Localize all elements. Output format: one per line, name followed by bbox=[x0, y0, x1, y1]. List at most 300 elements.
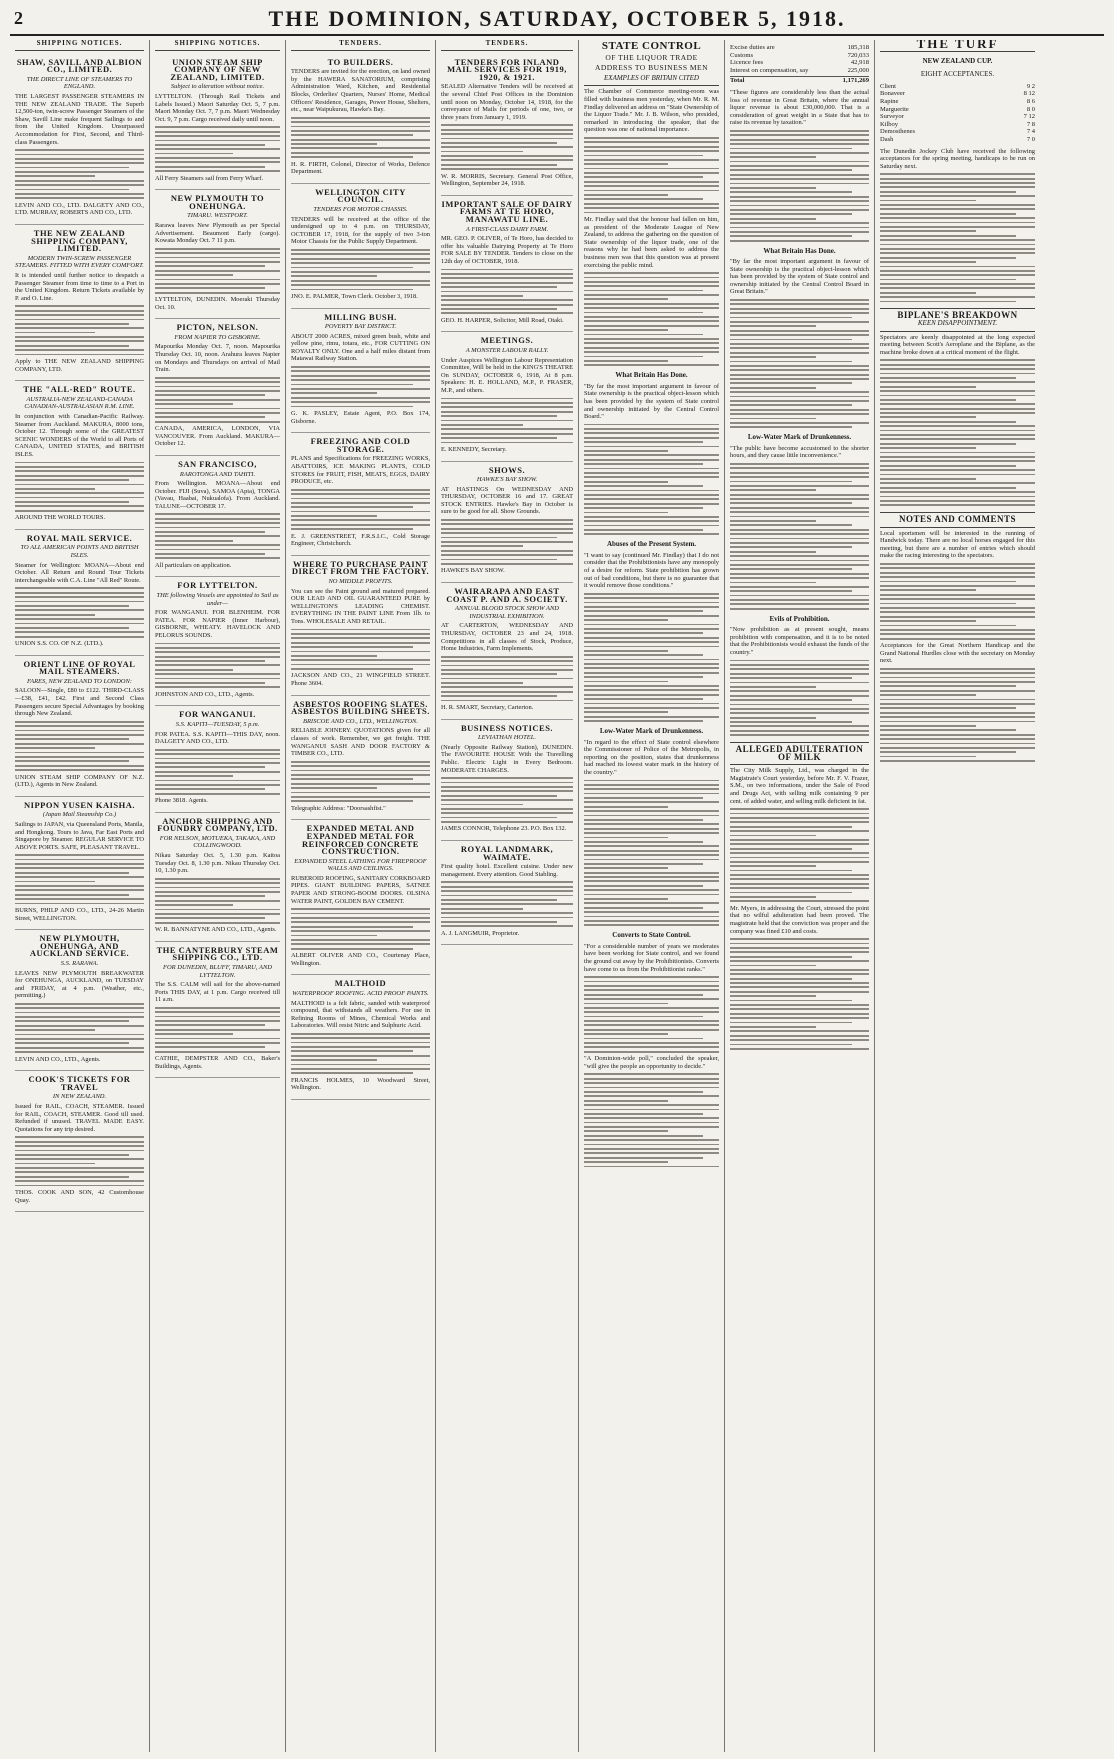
ad-agents: JAMES CONNOR, Telephone 23. P.O. Box 132. bbox=[441, 825, 567, 833]
text-line bbox=[291, 401, 430, 403]
text-line bbox=[291, 792, 430, 794]
text-line bbox=[291, 1064, 430, 1066]
text-line bbox=[584, 437, 719, 439]
text-line bbox=[730, 982, 869, 984]
text-line bbox=[584, 472, 719, 474]
text-line bbox=[584, 920, 719, 922]
text-line bbox=[15, 1158, 144, 1160]
text-line bbox=[291, 1068, 430, 1070]
ad-agents: Apply to THE NEW ZEALAND SHIPPING COMPANY, LTD. bbox=[15, 358, 144, 373]
article-paragraph: Spectators are keenly disappointed at the long expected meeting between Scott's Aeroplane and the Biplane, as the machine broke down at a critical moment of the flight. bbox=[880, 333, 1035, 356]
figure-value: 720,033 bbox=[847, 51, 869, 59]
ad-body: TENDERS are invited for the erection, on land owned by the HAWERA SANATORIUM, comprising Administration Ward, Kitchen, and Residential Blocks, Orderlies' Quarters, Nurses' Home, Medical Officers' Residence, Garages, Power House, Shelters, etc., near Waipukurau, Hawke's Bay. bbox=[291, 68, 430, 114]
text-line bbox=[291, 502, 430, 504]
article-paragraph: "A Dominion-wide poll," concluded the speaker, "will give the people an opportunity to decide." bbox=[584, 1055, 719, 1070]
text-line bbox=[155, 766, 265, 768]
text-line bbox=[15, 349, 144, 351]
ad-body: (Nearly Opposite Railway Station), DUNEDIN. The FAVOURITE HOUSE With the Travelling Public. Electric Light in Every Bedroom. MODERATE CHARGES. bbox=[441, 743, 573, 774]
text-line bbox=[291, 156, 413, 158]
text-line bbox=[730, 347, 869, 349]
ad-body: Mapourika Monday Oct. 7, noon. Mapourika Thursday Oct. 10, noon. Arahura leaves Napier on Mondays and Thursdays on arrival of Mail Train. bbox=[155, 343, 280, 374]
text-line bbox=[441, 691, 573, 693]
text-line bbox=[584, 606, 719, 608]
text-line bbox=[155, 412, 280, 414]
text-line bbox=[730, 686, 816, 688]
text-line bbox=[584, 1117, 719, 1119]
text-filler bbox=[15, 1136, 144, 1186]
text-line bbox=[291, 948, 413, 950]
text-line bbox=[15, 1154, 129, 1156]
ad-agents: CANADA, AMERICA, LONDON, VIA VANCOUVER. From Auckland. MAKURA—October 12. bbox=[155, 425, 280, 448]
advertisement bbox=[441, 462, 573, 583]
text-line bbox=[291, 253, 430, 255]
text-filler bbox=[880, 563, 1035, 639]
text-line bbox=[880, 694, 976, 696]
text-line bbox=[291, 800, 413, 802]
text-line bbox=[155, 377, 280, 379]
text-line bbox=[880, 373, 1035, 375]
text-line bbox=[584, 1046, 719, 1048]
text-line bbox=[15, 898, 144, 900]
acceptance-row bbox=[880, 121, 1035, 129]
text-line bbox=[584, 312, 703, 314]
text-filler bbox=[291, 629, 430, 670]
text-line bbox=[730, 374, 869, 376]
text-line bbox=[880, 500, 1035, 502]
ad-agents: All Ferry Steamers sail from Ferry Wharf. bbox=[155, 174, 263, 182]
text-line bbox=[880, 381, 1035, 383]
text-line bbox=[730, 721, 852, 723]
article-subtitle: KEEN DISAPPOINTMENT. bbox=[917, 319, 998, 328]
text-line bbox=[584, 1003, 668, 1005]
text-line bbox=[880, 456, 1035, 458]
ad-agents: W. R. MORRIS, Secretary. General Post Office, Wellington, September 24, 1918. bbox=[441, 172, 573, 188]
ad-body: TENDERS will be received at the office of the undersigned up to 4 p.m. on THURSDAY, OCTOBER 17, 1918, for the supply of two 3-ton Motor Chassis for the Public Supply Department. bbox=[291, 215, 430, 246]
text-line bbox=[15, 596, 144, 598]
text-line bbox=[291, 787, 377, 789]
text-line bbox=[155, 1016, 280, 1018]
text-line bbox=[880, 681, 1035, 683]
text-line bbox=[15, 1150, 144, 1152]
text-line bbox=[880, 460, 1035, 462]
text-line bbox=[291, 121, 430, 123]
text-line bbox=[584, 815, 719, 817]
text-line bbox=[880, 760, 1035, 762]
ad-body: Sailings to JAPAN, via Queensland Ports, Manila, and Hongkong. Tours to Java, Far East Ports and Singapore by Steamer. REGULAR SERVICE TO ABOVE PORTS. SAFE, PLEASANT TRAVEL. bbox=[15, 820, 144, 851]
text-line bbox=[880, 399, 1016, 401]
text-line bbox=[730, 560, 869, 562]
text-line bbox=[730, 361, 852, 363]
text-line bbox=[155, 131, 280, 133]
text-line bbox=[15, 479, 129, 481]
text-line bbox=[584, 1166, 719, 1168]
text-line bbox=[15, 492, 144, 494]
text-line bbox=[15, 872, 129, 874]
text-line bbox=[441, 795, 557, 797]
article-paragraph: Local sportsmen will be interested in the running of Handwick today. There are no local horses engaged for this meeting, but there are a number of entries which should make the racing interesting to the spectators. bbox=[880, 529, 1035, 560]
ad-subtitle: S.S. RARAWA. bbox=[60, 959, 99, 967]
text-line bbox=[155, 1051, 280, 1053]
ad-title: THE NEW ZEALAND SHIPPING COMPANY, LIMITED. bbox=[31, 228, 128, 254]
figure-label: Total bbox=[730, 77, 745, 85]
advertisement bbox=[291, 433, 430, 556]
text-line bbox=[155, 126, 280, 128]
text-line bbox=[730, 485, 869, 487]
text-line bbox=[155, 531, 265, 533]
text-line bbox=[584, 1051, 719, 1053]
ad-agents: W. R. BANNATYNE AND CO., LTD., Agents. bbox=[155, 926, 277, 934]
text-line bbox=[441, 398, 573, 400]
text-line bbox=[584, 285, 719, 287]
text-line bbox=[441, 168, 573, 170]
text-line bbox=[291, 134, 413, 136]
advertisement bbox=[441, 720, 573, 841]
text-line bbox=[880, 712, 1035, 714]
text-line bbox=[15, 154, 144, 156]
article-subheading: Low-Water Mark of Drunkenness. bbox=[747, 433, 852, 442]
text-line bbox=[730, 391, 869, 393]
horse-weight: 9 2 bbox=[1026, 82, 1035, 90]
text-line bbox=[880, 186, 1035, 188]
text-line bbox=[584, 654, 703, 656]
text-line bbox=[730, 664, 869, 666]
text-line bbox=[730, 352, 869, 354]
text-line bbox=[730, 235, 852, 237]
text-line bbox=[584, 1126, 719, 1128]
text-line bbox=[584, 1020, 719, 1022]
text-line bbox=[155, 1038, 280, 1040]
text-filler bbox=[15, 1003, 144, 1053]
text-line bbox=[441, 682, 523, 684]
text-line bbox=[15, 162, 144, 164]
text-line bbox=[291, 642, 430, 644]
text-line bbox=[880, 616, 1035, 618]
text-line bbox=[15, 1042, 129, 1044]
ad-body: It is intended until further notice to despatch a Passenger Steamer from time to time to a Port in the United Kingdom. Return Tickets available by P. and O. Line. bbox=[15, 271, 144, 302]
text-line bbox=[730, 542, 869, 544]
horse-weight: 8 0 bbox=[1026, 105, 1035, 113]
text-line bbox=[730, 590, 852, 592]
text-line bbox=[730, 1044, 852, 1046]
ad-agents: All particulars on application. bbox=[155, 561, 232, 569]
text-line bbox=[584, 672, 719, 674]
text-line bbox=[584, 1033, 668, 1035]
text-line bbox=[730, 546, 852, 548]
ad-body: THE LARGEST PASSENGER STEAMERS IN THE NEW ZEALAND TRADE. The Superb 12,500-ton, twin-screw Passenger Steamers of the Shaw, Savill Line make frequent Sailings to and from the United Kingdom. Unsurpassed Accommodation for First, Second, and Third-class Passengers. bbox=[15, 92, 144, 146]
text-line bbox=[584, 137, 719, 139]
text-line bbox=[584, 1104, 719, 1106]
text-line bbox=[441, 550, 573, 552]
text-filler bbox=[584, 137, 719, 213]
ad-agents: JACKSON AND CO., 21 WINGFIELD STREET. Phone 3604. bbox=[291, 672, 430, 688]
text-line bbox=[155, 135, 280, 137]
text-line bbox=[584, 880, 719, 882]
horse-name: Bonaveer bbox=[880, 90, 905, 98]
text-line bbox=[291, 126, 430, 128]
text-line bbox=[730, 227, 869, 229]
ad-subtitle: HAWKE'S BAY SHOW. bbox=[476, 476, 538, 484]
text-line bbox=[15, 462, 144, 464]
text-filler bbox=[584, 1073, 719, 1167]
text-line bbox=[880, 438, 1035, 440]
text-line bbox=[155, 891, 280, 893]
text-line bbox=[880, 283, 1035, 285]
text-line bbox=[880, 222, 1035, 224]
text-line bbox=[584, 681, 668, 683]
text-line bbox=[155, 1042, 280, 1044]
text-line bbox=[15, 488, 95, 490]
text-line bbox=[730, 730, 869, 732]
text-line bbox=[155, 408, 280, 410]
article-heading bbox=[880, 308, 1035, 331]
text-line bbox=[730, 725, 869, 727]
text-line bbox=[15, 484, 144, 486]
text-line bbox=[15, 1025, 144, 1027]
text-filler bbox=[15, 587, 144, 637]
article-title: ALLEGED ADULTERATION OF MILK bbox=[735, 744, 864, 762]
ad-agents: HAWKE'S BAY SHOW. bbox=[441, 567, 505, 575]
text-line bbox=[291, 375, 430, 377]
text-line bbox=[730, 520, 816, 522]
text-line bbox=[155, 1020, 280, 1022]
advertisement bbox=[291, 820, 430, 975]
text-line bbox=[730, 365, 869, 367]
figure-row bbox=[730, 52, 869, 60]
text-line bbox=[880, 607, 1035, 609]
text-line bbox=[730, 334, 869, 336]
text-line bbox=[155, 144, 265, 146]
text-line bbox=[15, 721, 144, 723]
text-line bbox=[15, 1038, 144, 1040]
article-paragraph: The City Milk Supply, Ltd., was charged in the Magistrate's Court yesterday, before Mr. F. V. Frazer, S.M., on two informations, under the Sale of Food and Drugs Act, with selling milk containing 9 per cent. of added water, and selling milk deficient in fat. bbox=[730, 767, 869, 805]
ad-subtitle: NO MIDDLE PROFITS. bbox=[328, 578, 393, 585]
text-line bbox=[291, 646, 413, 648]
text-line bbox=[155, 390, 280, 392]
text-line bbox=[15, 1051, 144, 1053]
text-line bbox=[15, 627, 129, 629]
text-line bbox=[880, 395, 1035, 397]
text-line bbox=[291, 366, 430, 368]
text-line bbox=[155, 1007, 280, 1009]
text-line bbox=[584, 823, 719, 825]
article-subheading: Abuses of the Present System. bbox=[606, 540, 697, 549]
text-line bbox=[291, 493, 430, 495]
text-filler bbox=[155, 878, 280, 924]
article-paragraph: "Now prohibition as at present sought, means prohibition with compensation, and it is to be noted that the Prohibitionists would exhaust the funds of the country." bbox=[730, 626, 869, 657]
text-line bbox=[155, 758, 280, 760]
text-line bbox=[880, 434, 1035, 436]
text-line bbox=[730, 1017, 869, 1019]
ad-subtitle: RAROTONGA AND TAHITI. bbox=[179, 470, 256, 478]
text-line bbox=[155, 686, 280, 688]
column-turf bbox=[875, 40, 1040, 1752]
text-line bbox=[584, 1139, 719, 1141]
text-line bbox=[880, 603, 1016, 605]
text-filler bbox=[291, 249, 430, 290]
text-line bbox=[441, 895, 573, 897]
ad-subtitle: POVERTY BAY DISTRICT. bbox=[324, 323, 397, 331]
text-line bbox=[155, 557, 280, 559]
advertisement bbox=[291, 696, 430, 821]
text-line bbox=[880, 416, 976, 418]
text-line bbox=[441, 886, 573, 888]
text-line bbox=[584, 832, 719, 834]
text-line bbox=[730, 481, 852, 483]
text-line bbox=[15, 475, 144, 477]
text-line bbox=[15, 1029, 95, 1031]
ad-body: RELIABLE JOINERY. QUOTATIONS given for all classes of work. Remember, we get freight. THE WANGANUI SASH AND DOOR FACTORY & TIMBER CO., LTD. bbox=[291, 727, 430, 758]
ad-list bbox=[291, 54, 430, 1100]
text-line bbox=[15, 345, 129, 347]
text-line bbox=[155, 887, 280, 889]
text-line bbox=[584, 294, 719, 296]
text-line bbox=[880, 204, 1035, 206]
advertisement bbox=[155, 942, 280, 1079]
text-line bbox=[730, 152, 869, 154]
text-line bbox=[584, 837, 668, 839]
ad-subtitle: FROM NAPIER TO GISBORNE. bbox=[174, 333, 261, 341]
text-line bbox=[584, 463, 703, 465]
text-line bbox=[291, 796, 430, 798]
text-line bbox=[441, 528, 573, 530]
text-line bbox=[730, 463, 869, 465]
text-filler bbox=[15, 462, 144, 512]
text-line bbox=[584, 1016, 703, 1018]
text-line bbox=[880, 430, 1035, 432]
text-line bbox=[730, 325, 816, 327]
text-line bbox=[880, 226, 1035, 228]
text-filler bbox=[441, 656, 573, 702]
text-line bbox=[15, 605, 129, 607]
text-filler bbox=[155, 1007, 280, 1053]
text-line bbox=[584, 485, 703, 487]
text-line bbox=[880, 213, 1016, 215]
text-line bbox=[880, 364, 1035, 366]
text-line bbox=[730, 668, 869, 670]
text-line bbox=[880, 594, 1035, 596]
acceptance-row bbox=[880, 136, 1035, 144]
text-line bbox=[155, 793, 280, 795]
text-line bbox=[441, 817, 557, 819]
text-line bbox=[155, 265, 265, 267]
text-line bbox=[584, 446, 719, 448]
text-line bbox=[730, 494, 869, 496]
ad-body: PLANS and Specifications for FREEZING WORKS, ABATTOIRS, ICE MAKING PLANTS, COLD STORES for FRUIT, FISH, MEATS, EGGS, DAIRY PRODUCE, etc. bbox=[291, 455, 430, 486]
text-line bbox=[441, 304, 573, 306]
column-shipping-1 bbox=[10, 40, 150, 1752]
text-line bbox=[441, 903, 573, 905]
text-line bbox=[15, 738, 129, 740]
ad-agents: G. K. PASLEY, Estate Agent, P.O. Box 174, Gisborne. bbox=[291, 409, 430, 425]
text-line bbox=[155, 664, 280, 666]
text-line bbox=[291, 511, 430, 513]
text-line bbox=[730, 511, 869, 513]
text-line bbox=[730, 595, 869, 597]
text-line bbox=[15, 323, 129, 325]
text-line bbox=[441, 790, 573, 792]
text-line bbox=[441, 545, 523, 547]
text-line bbox=[155, 257, 280, 259]
text-filler bbox=[730, 660, 869, 736]
text-line bbox=[730, 299, 869, 301]
text-line bbox=[291, 1059, 377, 1061]
text-line bbox=[155, 673, 280, 675]
ad-subtitle: TENDERS FOR MOTOR CHASSIS. bbox=[313, 206, 408, 214]
text-line bbox=[880, 178, 1035, 180]
text-line bbox=[584, 863, 703, 865]
text-line bbox=[730, 165, 869, 167]
text-line bbox=[730, 1022, 852, 1024]
text-filler bbox=[584, 593, 719, 722]
text-line bbox=[584, 698, 703, 700]
text-line bbox=[441, 133, 573, 135]
text-line bbox=[291, 1046, 430, 1048]
text-line bbox=[15, 197, 144, 199]
text-line bbox=[880, 274, 1035, 276]
text-line bbox=[584, 694, 719, 696]
text-line bbox=[155, 518, 280, 520]
text-line bbox=[730, 708, 869, 710]
text-line bbox=[584, 872, 719, 874]
advertisement bbox=[15, 54, 144, 225]
text-line bbox=[155, 279, 280, 281]
text-line bbox=[15, 756, 144, 758]
text-line bbox=[730, 507, 869, 509]
ad-agents: GEO. H. HARPER, Solicitor, Mill Road, Otaki. bbox=[441, 316, 564, 324]
text-filler bbox=[15, 305, 144, 355]
article-paragraph: "I want to say (continued Mr. Findlay) that I do not consider that the Prohibitionists have any monopoly of a desire for reform. State prohibition has grown out of bad conditions, but there is no guarantee that it would remove those conditions." bbox=[584, 551, 719, 590]
text-line bbox=[730, 717, 816, 719]
text-line bbox=[15, 184, 144, 186]
text-line bbox=[730, 555, 869, 557]
advertisement bbox=[15, 656, 144, 797]
text-line bbox=[441, 437, 557, 439]
text-line bbox=[155, 549, 280, 551]
text-line bbox=[730, 396, 869, 398]
text-line bbox=[584, 981, 719, 983]
text-line bbox=[291, 908, 430, 910]
article-paragraph: Mr. Myers, in addressing the Court, stressed the point that no wilful adulteration had been proved. The magistrate held that the conviction was proper and the company was fined £10 and costs. bbox=[730, 904, 869, 935]
text-line bbox=[730, 130, 869, 132]
text-line bbox=[441, 164, 557, 166]
text-line bbox=[730, 472, 869, 474]
text-line bbox=[15, 1180, 144, 1182]
text-line bbox=[730, 677, 852, 679]
text-line bbox=[584, 351, 719, 353]
text-line bbox=[441, 673, 557, 675]
ad-body: RUBEROID ROOFING, SANITARY CORKBOARD PIPES. GIANT BUILDING PAPERS, SATNEE PAPER AND STRONG-BOOM DOORS. OLSINA WATER PAINT, GOLDEN BAY CEMENT. bbox=[291, 874, 430, 905]
ad-agents: A. J. LANGMUIR, Proprietor. bbox=[441, 929, 520, 937]
text-line bbox=[730, 564, 869, 566]
text-line bbox=[730, 892, 852, 894]
text-line bbox=[155, 780, 280, 782]
text-line bbox=[584, 507, 703, 509]
ad-subtitle: WATERPROOF ROOFING. ACID PROOF PAINTS. bbox=[292, 989, 429, 997]
text-line bbox=[584, 628, 719, 630]
text-line bbox=[880, 707, 1016, 709]
text-line bbox=[155, 1024, 265, 1026]
text-line bbox=[880, 474, 1035, 476]
text-line bbox=[155, 878, 280, 880]
text-line bbox=[15, 730, 144, 732]
text-line bbox=[155, 287, 265, 289]
text-line bbox=[291, 262, 430, 264]
column-heading: TENDERS. bbox=[291, 40, 430, 51]
text-line bbox=[584, 481, 668, 483]
text-line bbox=[880, 487, 1016, 489]
text-line bbox=[584, 885, 703, 887]
text-line bbox=[730, 1035, 869, 1037]
